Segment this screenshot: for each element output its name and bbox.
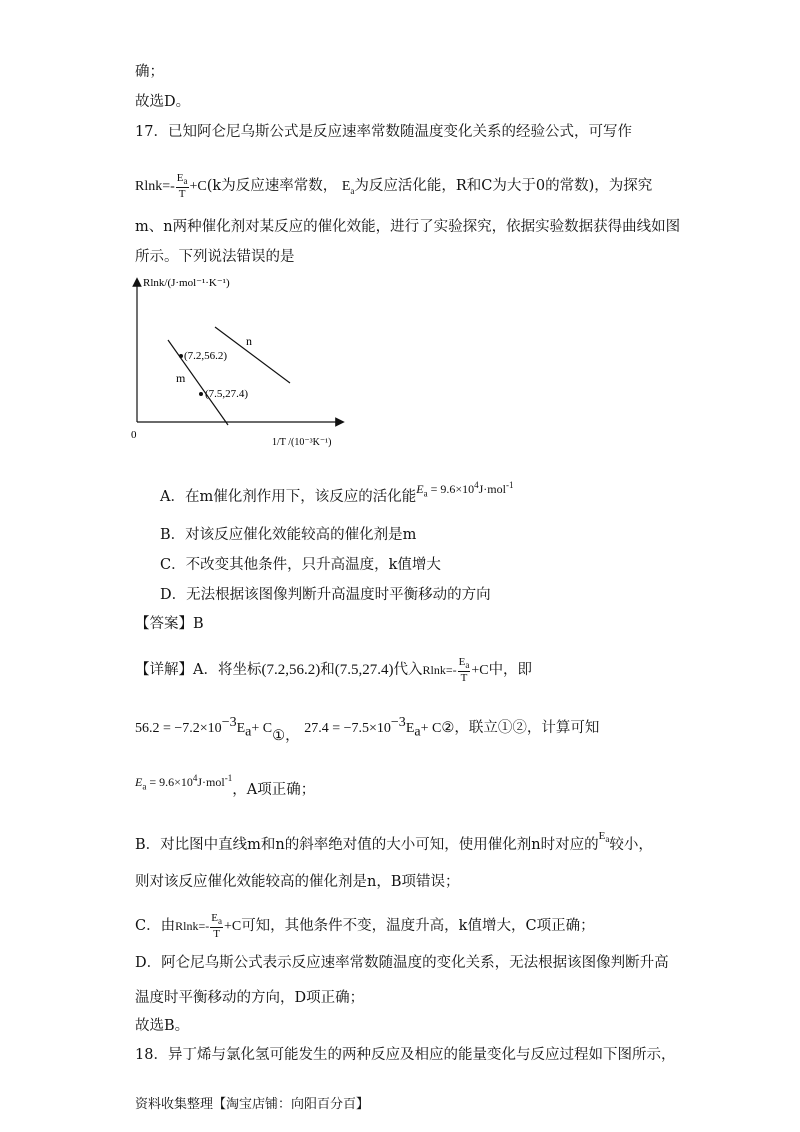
detail-d-line-1: D．阿仑尼乌斯公式表示反应速率常数随温度的变化关系，无法根据该图像判断升高: [135, 955, 669, 971]
formula-line: Rlnk=- $\frac{E_a}{T}$ +C(k为反应速率常数， $E_a$为反应活化能，R和C为大于0的常数)，为探究: [135, 172, 653, 201]
formula-rlnk: Rlnk=-: [135, 179, 175, 195]
arrhenius-graph: [125, 270, 355, 460]
text-line: 确；: [135, 64, 164, 80]
detail-c-line: C．由Rlnk=- $\frac{E_a}{T}$ +C可知，其他条件不变，温度升高，k值增大，C项正确；: [135, 912, 595, 941]
option-a: A．在m催化剂作用下，该反应的活化能$^{E_a = 9.6\times 10^4J\cdot mol^{-1}}$: [160, 480, 514, 505]
ea-result-line: $^{E_a = 9.6\times 10^4J\cdot mol^{-1}}$，A项正确；: [135, 773, 316, 798]
equations-line: $56.2 = -7.2\times 10^{-3}E_a+$ C①， $27.4 = -7.5\times 10^{-3}E_a+$ C②，联立①②，计算可知: [135, 715, 600, 744]
final-answer: 故选B。: [135, 1018, 190, 1034]
option-c: C．不改变其他条件，只升高温度，k值增大: [160, 557, 441, 573]
detail-b-line-2: 则对该反应催化效能较高的催化剂是n，B项错误；: [135, 874, 460, 890]
text-line: 故选D。: [135, 94, 191, 110]
footer: 资料收集整理【淘宝店铺：向阳百分百】: [135, 1097, 370, 1112]
label-m: m: [176, 371, 186, 385]
text-line: m、n两种催化剂对某反应的催化效能，进行了实验探究，依据实验数据获得曲线如图: [135, 219, 681, 235]
point-m-2-label: (7.5,27.4): [205, 388, 249, 400]
detail-b-line-1: B．对比图中直线m和n的斜率绝对值的大小可知，使用催化剂n时对应的$^{E_a}$较小，: [135, 830, 653, 853]
detail-d-line-2: 温度时平衡移动的方向，D项正确；: [135, 990, 365, 1006]
label-n: n: [246, 334, 252, 348]
y-axis-label: Rlnk/(J·mol⁻¹·K⁻¹): [143, 277, 230, 289]
question-17: 17．已知阿仑尼乌斯公式是反应速率常数随温度变化关系的经验公式，可写作: [135, 124, 632, 140]
answer: 【答案】B: [135, 616, 204, 632]
point-m-1: [179, 354, 183, 358]
text-line: 所示。下列说法错误的是: [135, 249, 295, 265]
option-d: D．无法根据该图像判断升高温度时平衡移动的方向: [160, 587, 491, 603]
point-m-2: [199, 392, 203, 396]
formula-fraction: $\frac{E_a}{T}$: [176, 172, 188, 201]
point-m-1-label: (7.2,56.2): [184, 350, 228, 362]
x-axis-label: 1/T /(10⁻³K⁻¹): [272, 437, 332, 448]
detail-a-line: 【详解】A．将坐标(7.2,56.2)和(7.5,27.4)代入Rlnk=- $\frac{E_a}{T}$ +C中，即: [135, 656, 533, 685]
formula-description: (k为反应速率常数，: [206, 178, 338, 195]
origin-label: 0: [131, 429, 137, 441]
question-18: 18．异丁烯与氯化氢可能发生的两种反应及相应的能量变化与反应过程如下图所示，: [135, 1047, 676, 1063]
option-b: B．对该反应催化效能较高的催化剂是m: [160, 527, 417, 543]
